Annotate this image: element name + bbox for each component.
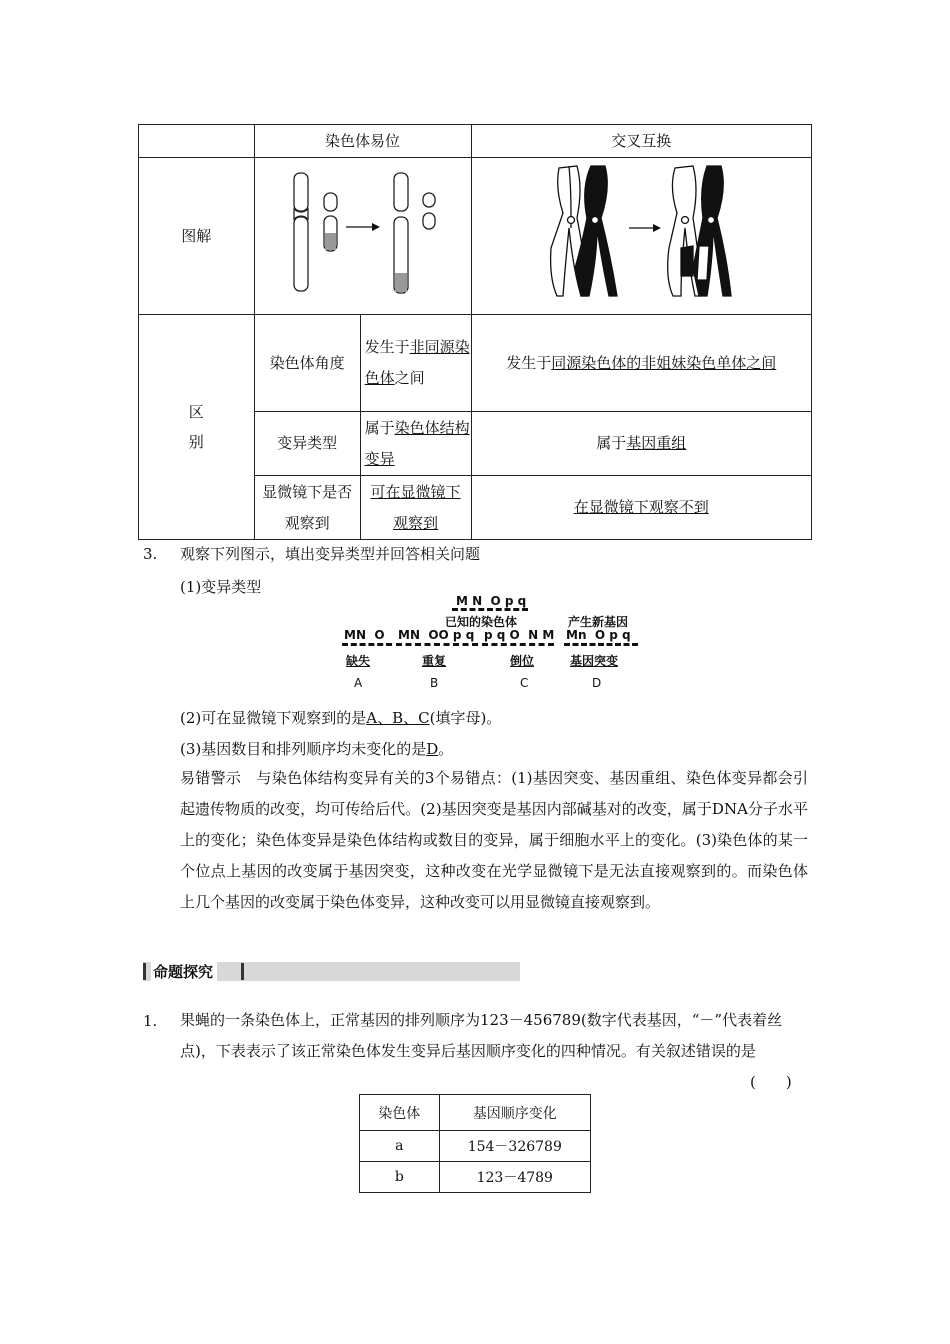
- translocation-diagram: [254, 158, 471, 315]
- crossing-microscope-cell: [471, 476, 811, 540]
- cell-text: 属于: [364, 418, 395, 437]
- q3-sub3-answer: D: [426, 740, 439, 758]
- col-header-chromosome: 染色体: [360, 1095, 440, 1131]
- cell-text: 发生于: [364, 338, 410, 356]
- group-label-char-2: 别: [188, 433, 204, 451]
- cell-answer: 染色体结构变异: [364, 418, 470, 468]
- cell-text: 发生于: [506, 353, 552, 372]
- comparison-table: [138, 124, 812, 540]
- q1-text: 果蝇的一条染色体上，正常基因的排列顺序为123－456789(数字代表基因，“－”代表着丝点)，下表表示了该正常染色体发生变异后基因顺序变化的四种情况。有关叙述错误的是: [180, 1011, 783, 1060]
- group-label-char-1: 区: [188, 403, 204, 421]
- crossing-over-illustration: [541, 158, 741, 303]
- cell-answer: 在显微镜下观察不到: [573, 498, 709, 516]
- section-heading: [143, 962, 520, 981]
- row-label-variation-type: 变异类型: [254, 412, 360, 476]
- section-bar-left: [143, 963, 146, 980]
- q3-sub2-tail: (填字母)。: [429, 709, 502, 727]
- q3-sub2-text: (2)可在显微镜下观察到的是: [180, 709, 367, 727]
- cell-text: 属于: [596, 434, 627, 452]
- row-label-diagram: 图解: [139, 158, 255, 315]
- q3-sub2-answer: A、B、C: [366, 709, 430, 727]
- translocation-type-cell: [360, 412, 471, 476]
- q1-number: 1.: [143, 1012, 158, 1030]
- q3-sub1: (1)变异类型: [180, 578, 262, 596]
- q3-sub3-tail: 。: [438, 740, 454, 758]
- known-genes: M N O p q: [456, 594, 527, 608]
- col-header-gene-order: 基因顺序变化: [439, 1095, 590, 1131]
- q3-text: 观察下列图示，填出变异类型并回答相关问题: [180, 545, 481, 563]
- variation-figure: [340, 594, 650, 694]
- row-label-microscope: 显微镜下是否观察到: [254, 476, 360, 540]
- q3-sub2: [180, 708, 501, 728]
- gene-order-table: [359, 1094, 591, 1193]
- translocation-illustration: [258, 161, 468, 301]
- panel-c-type: 倒位: [510, 654, 535, 668]
- table-corner-cell: [139, 125, 255, 158]
- table-row-b-label: b: [360, 1162, 440, 1193]
- panel-d-type: 基因突变: [570, 654, 619, 668]
- panel-a-letter: A: [354, 676, 363, 690]
- translocation-microscope-cell: [360, 476, 471, 540]
- q3-sub3-text: (3)基因数目和排列顺序均未变化的是: [180, 740, 427, 758]
- panel-b-bar: [396, 643, 478, 646]
- panel-d-letter: D: [592, 676, 602, 690]
- warning-text: 与染色体结构变异有关的3个易错点：(1)基因突变、基因重组、染色体变异都会引起遗传物质的改变，均可传给后代。(2)基因突变是基因内部碱基对的改变，属于DNA分子水平上的变化；染色体变异是染色体结构或数目的变异，属于细胞水平上的变化。(3)染色体的某一个位点上基因的改变属于基因突变，这种改变在光学显微镜下是无法直接观察到的。而染色体上几个基因的改变属于染色体变异，这种改变可以用显微镜直接观察到。: [180, 769, 808, 911]
- new-gene-label: 产生新基因: [568, 615, 629, 629]
- cell-answer: 基因重组: [626, 434, 687, 452]
- crossing-type-cell: [471, 412, 811, 476]
- panel-d-bar: [564, 643, 638, 646]
- cell-text: 之间: [394, 369, 425, 387]
- panel-c-letter: C: [520, 676, 529, 690]
- cell-answer: 非同源染色体: [364, 338, 470, 387]
- header-crossing-over: 交叉互换: [471, 125, 811, 158]
- panel-b-letter: B: [430, 676, 439, 690]
- table-row-a-label: a: [360, 1131, 440, 1162]
- crossing-angle-cell: [471, 315, 811, 412]
- cell-answer: 同源染色体的非姐妹染色单体之间: [551, 353, 777, 372]
- warning-paragraph: [180, 763, 808, 918]
- panel-b-type: 重复: [422, 654, 447, 668]
- panel-d-genes: Mn O p q: [566, 628, 631, 642]
- q1-answer-bracket: ( ): [750, 1073, 792, 1091]
- table-row-b-value: 123－4789: [439, 1162, 590, 1193]
- known-label: 已知的染色体: [445, 615, 518, 629]
- difference-group-label: [139, 315, 255, 540]
- table-row-a-value: 154－326789: [439, 1131, 590, 1162]
- q3-number: 3.: [143, 545, 158, 563]
- crossing-over-diagram: [471, 158, 811, 315]
- translocation-angle-cell: [360, 315, 471, 412]
- panel-a-type: 缺失: [346, 654, 371, 668]
- panel-c-bar: [482, 643, 554, 646]
- section-bar-right: [241, 963, 244, 980]
- panel-a-genes: MN O: [344, 628, 385, 642]
- header-translocation: 染色体易位: [254, 125, 471, 158]
- row-label-chromosome-angle: 染色体角度: [254, 315, 360, 412]
- q3-sub3: [180, 739, 453, 759]
- cell-answer: 可在显微镜下观察到: [370, 482, 461, 532]
- panel-c-genes: p q O N M: [484, 628, 555, 642]
- panel-a-bar: [342, 643, 392, 646]
- warning-title: 易错警示: [180, 769, 242, 787]
- section-title: 命题探究: [151, 961, 217, 982]
- panel-b-genes: MN OO p q: [398, 628, 475, 642]
